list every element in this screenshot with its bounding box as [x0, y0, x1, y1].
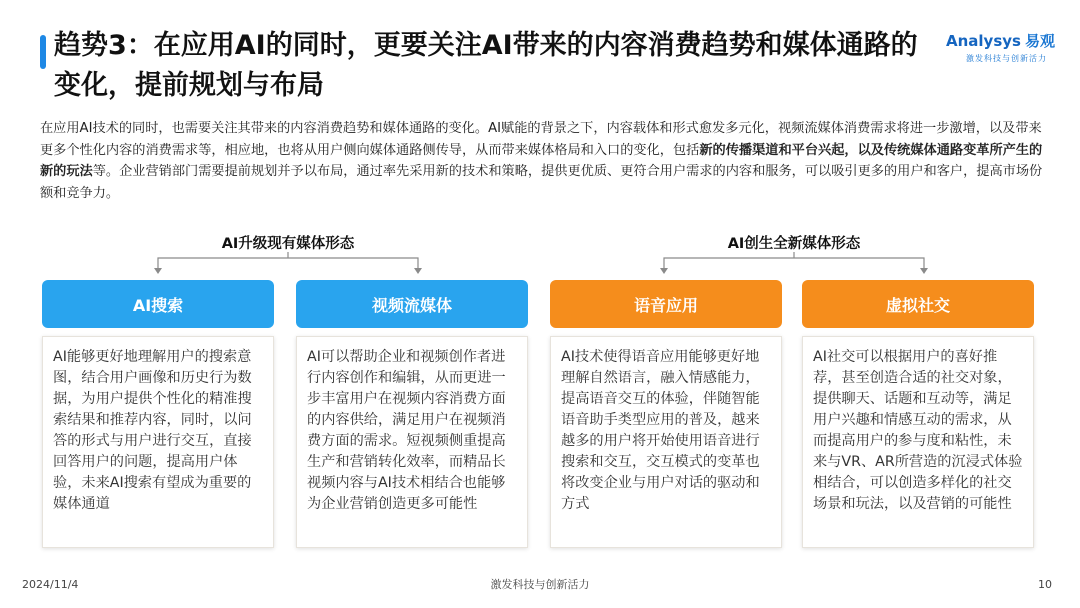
card-header-video-streaming: 视频流媒体	[296, 280, 528, 328]
card-body-virtual-social: AI社交可以根据用户的喜好推荐，甚至创造合适的社交对象，提供聊天、话题和互动等，满足用户兴趣和情感互动的需求，从而提高用户的参与度和粘性，未来与VR、AR所营造的沉浸式体验相结合，可以创造多样化的社交场景和玩法，以及营销的可能性	[802, 336, 1034, 548]
bracket-left-connector	[150, 252, 426, 274]
bracket-right-connector	[656, 252, 932, 274]
intro-text-1: 在应用AI技术的同时，也需要关注其带来的内容消费趋势和媒体通路的变化。AI赋能的背景之下，内容载体和形式愈发多元化，视频流媒体消费需求将进一步激增，以及带来更多个性化内容的消费需求等，相应地，也将从用户侧向媒体通路侧传导，从而带来媒体格局和入口的变化，包括	[40, 121, 1042, 158]
logo	[946, 30, 1066, 70]
page-title: 趋势3：在应用AI的同时，更要关注AI带来的内容消费趋势和媒体通路的变化，提前规划与布局	[54, 30, 918, 101]
card-header-voice-apps: 语音应用	[550, 280, 782, 328]
card-body-voice-apps: AI技术使得语音应用能够更好地理解自然语言，融入情感能力，提高语音交互的体验，伴随智能语音助手类型应用的普及，越来越多的用户将开始使用语音进行搜索和交互，交互模式的变革也将改变企业与用户对话的驱动和方式	[550, 336, 782, 548]
group-title-create: AI创生全新媒体形态	[727, 236, 861, 252]
page-number: 10	[1038, 578, 1052, 591]
card-header-ai-search: AI搜索	[42, 280, 274, 328]
card-body-video-streaming: AI可以帮助企业和视频创作者进行内容创作和编辑，从而更进一步丰富用户在视频内容消费方面的内容供给，满足用户在视频消费方面的需求。短视频侧重提高生产和营销转化效率，而精品长视频内容与AI技术相结合也能够为企业营销创造更多可能性	[296, 336, 528, 548]
logo-brand-en: Analysys	[946, 32, 1021, 50]
logo-wordmark	[946, 30, 1066, 51]
logo-brand-cn: 易观	[1024, 32, 1055, 50]
card-body-ai-search: AI能够更好地理解用户的搜索意图，结合用户画像和历史行为数据，为用户提供个性化的精准搜索结果和推荐内容，同时，以问答的形式与用户进行交互，直接回答用户的问题，提高用户体验，未来AI搜索有望成为重要的媒体通道	[42, 336, 274, 548]
group-title-upgrade: AI升级现有媒体形态	[221, 236, 355, 252]
footer-date: 2024/11/4	[22, 578, 79, 591]
intro-paragraph	[40, 118, 1044, 204]
logo-tagline: 激发科技与创新活力	[966, 54, 1047, 63]
card-header-virtual-social: 虚拟社交	[802, 280, 1034, 328]
intro-text-2: 等。企业营销部门需要提前规划并予以布局，通过率先采用新的技术和策略，提供更优质、更符合用户需求的内容和服务，可以吸引更多的用户和客户，提高市场份额和竞争力。	[40, 164, 1043, 201]
title-accent-bar	[40, 35, 46, 69]
footer-slogan: 激发科技与创新活力	[490, 578, 590, 591]
intro-text-bold: 新的传播渠道和平台兴起，以及传统媒体通路变革所产生的新的玩法	[40, 142, 1043, 179]
